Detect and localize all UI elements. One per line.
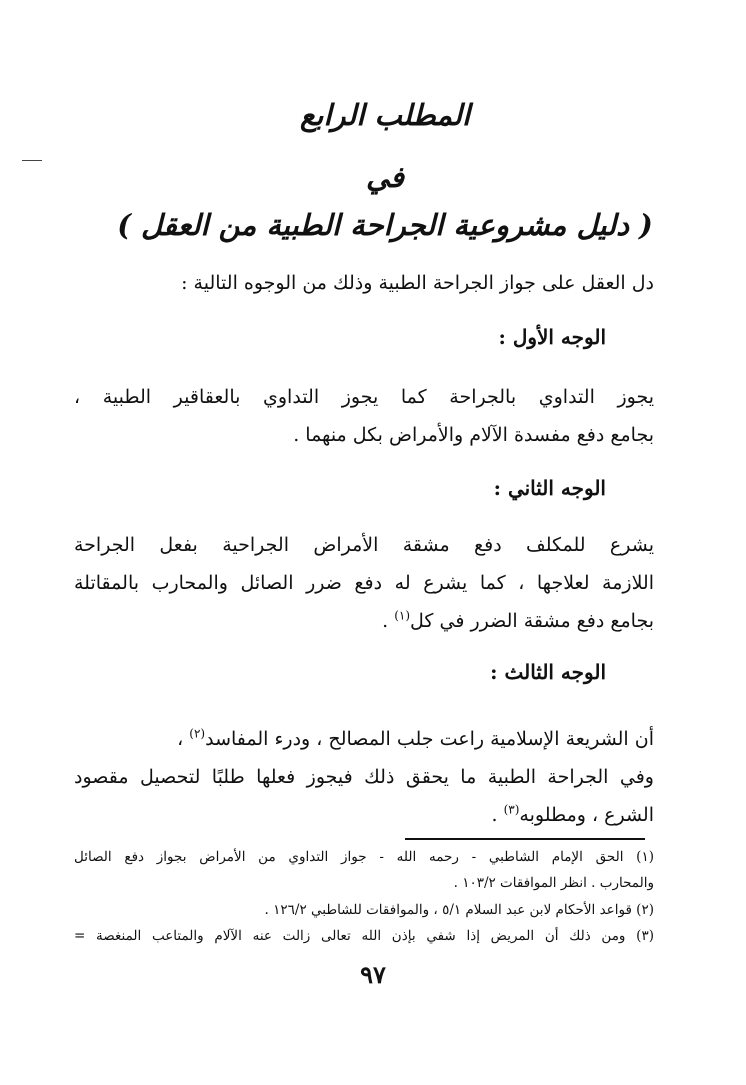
section-title: المطلب الرابع — [299, 98, 471, 132]
line-punctuation: ، — [177, 728, 190, 750]
paragraph-line: اللازمة لعلاجها ، كما يشرع له دفع ضرر الصائل والمحارب بالمقاتلة — [74, 572, 654, 594]
footnote-line: (٣) ومن ذلك أن المريض إذا شفي بإذن الله تعالى زالت عنه الآلام والمتاعب المنغصة = — [74, 928, 654, 944]
line-text: بجامع دفع مشقة الضرر في كل — [410, 610, 654, 632]
intro-paragraph: دل العقل على جواز الجراحة الطبية وذلك من الوجوه التالية : — [181, 272, 654, 294]
title-preposition: في — [365, 160, 405, 194]
footnote-separator — [405, 838, 645, 840]
footnote-ref[interactable]: (١) — [394, 608, 411, 623]
section-heading-third: الوجه الثالث : — [490, 660, 606, 684]
paragraph-line: وفي الجراحة الطبية ما يحقق ذلك فيجوز فعلها طلبًا لتحصيل مقصود — [74, 766, 654, 788]
line-text: الشرع ، ومطلوبه — [519, 804, 654, 826]
footnote-line: والمحارب . انظر الموافقات ١٠٣/٢ . — [453, 875, 654, 891]
margin-mark — [22, 160, 42, 161]
paragraph-line: بجامع دفع مفسدة الآلام والأمراض بكل منهما . — [293, 424, 654, 446]
paragraph-line: يشرع للمكلف دفع مشقة الأمراض الجراحية بفعل الجراحة — [74, 534, 654, 556]
footnote-line: (١) الحق الإمام الشاطبي - رحمه الله - جواز التداوي من الأمراض بجواز دفع الصائل — [74, 849, 654, 865]
paragraph-line: يجوز التداوي بالجراحة كما يجوز التداوي بالعقاقير الطبية ، — [74, 386, 654, 408]
footnote-line: (٢) قواعد الأحكام لابن عبد السلام ٥/١ ، والموافقات للشاطبي ١٢٦/٢ . — [264, 902, 654, 918]
page-number: ٩٧ — [360, 960, 386, 989]
line-punctuation: . — [382, 610, 395, 632]
paragraph-line — [74, 800, 654, 830]
line-punctuation: . — [491, 804, 504, 826]
paragraph-line — [74, 724, 654, 754]
section-heading-first: الوجه الأول : — [498, 325, 606, 349]
section-subtitle: ( دليل مشروعية الجراحة الطبية من العقل ) — [117, 208, 653, 242]
paragraph-line — [74, 606, 654, 636]
section-heading-second: الوجه الثاني : — [493, 476, 606, 500]
footnote-ref[interactable]: (٢) — [189, 726, 206, 741]
line-text: أن الشريعة الإسلامية راعت جلب المصالح ، ودرء المفاسد — [205, 728, 654, 750]
footnote-ref[interactable]: (٣) — [503, 802, 520, 817]
